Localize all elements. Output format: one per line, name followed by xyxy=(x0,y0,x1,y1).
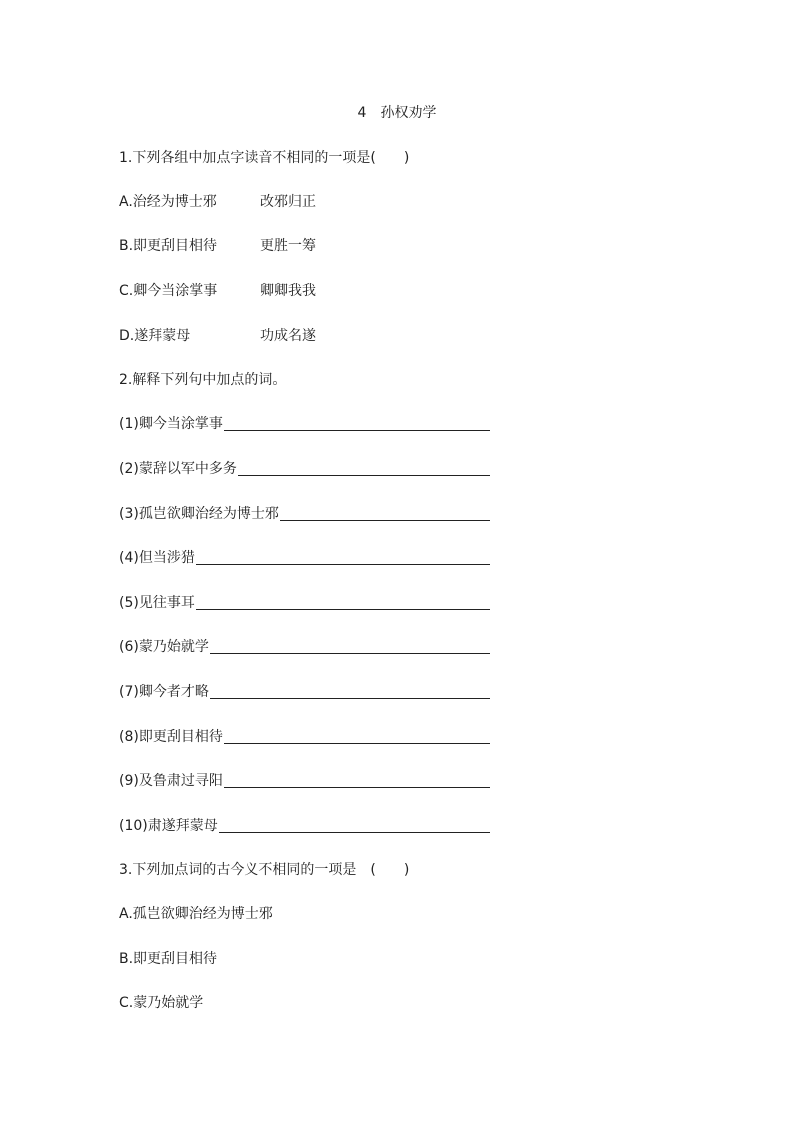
fill-item-label: (10)肃遂拜蒙母 xyxy=(119,818,218,834)
fill-item-10 xyxy=(119,816,490,836)
option-b-left: B.即更刮目相待 xyxy=(119,238,218,254)
answer-blank[interactable] xyxy=(210,653,490,654)
fill-item-4 xyxy=(119,548,490,568)
fill-item-2 xyxy=(119,459,490,479)
fill-item-3 xyxy=(119,504,490,524)
answer-blank[interactable] xyxy=(224,787,490,788)
answer-blank[interactable] xyxy=(280,520,490,521)
answer-blank[interactable] xyxy=(238,475,490,476)
option-d-left: D.遂拜蒙母 xyxy=(119,328,191,344)
option-d-right: 功成名遂 xyxy=(260,328,316,344)
answer-blank[interactable] xyxy=(224,430,490,431)
question-3-option-a: A.孤岂欲卿治经为博士邪 xyxy=(119,906,273,922)
answer-blank[interactable] xyxy=(196,609,490,610)
question-3-stem: 3.下列加点词的古今义不相同的一项是 ( ) xyxy=(119,862,410,878)
answer-blank[interactable] xyxy=(219,832,490,833)
question-1-stem: 1.下列各组中加点字读音不相同的一项是( ) xyxy=(119,150,410,166)
fill-item-label: (9)及鲁肃过寻阳 xyxy=(119,773,223,789)
answer-blank[interactable] xyxy=(210,698,490,699)
fill-item-7 xyxy=(119,682,490,702)
option-a-right: 改邪归正 xyxy=(260,194,316,210)
fill-item-label: (4)但当涉猎 xyxy=(119,550,195,566)
fill-item-label: (8)即更刮目相待 xyxy=(119,729,223,745)
fill-item-1 xyxy=(119,414,490,434)
fill-item-5 xyxy=(119,593,490,613)
question-2-stem: 2.解释下列句中加点的词。 xyxy=(119,372,287,388)
fill-item-label: (7)卿今者才略 xyxy=(119,684,209,700)
question-3-option-c: C.蒙乃始就学 xyxy=(119,995,204,1011)
option-b-right: 更胜一筹 xyxy=(260,238,316,254)
option-c-left: C.卿今当涂掌事 xyxy=(119,283,218,299)
fill-item-9 xyxy=(119,771,490,791)
fill-item-label: (3)孤岂欲卿治经为博士邪 xyxy=(119,506,279,522)
fill-item-label: (2)蒙辞以军中多务 xyxy=(119,461,237,477)
fill-item-label: (5)见往事耳 xyxy=(119,595,195,611)
answer-blank[interactable] xyxy=(224,743,490,744)
page-title: 4 孙权劝学 xyxy=(357,105,437,121)
fill-item-label: (1)卿今当涂掌事 xyxy=(119,416,223,432)
answer-blank[interactable] xyxy=(196,564,490,565)
option-c-right: 卿卿我我 xyxy=(260,283,316,299)
option-a-left: A.治经为博士邪 xyxy=(119,194,217,210)
fill-item-8 xyxy=(119,727,490,747)
fill-item-6 xyxy=(119,637,490,657)
fill-item-label: (6)蒙乃始就学 xyxy=(119,639,209,655)
question-3-option-b: B.即更刮目相待 xyxy=(119,951,218,967)
